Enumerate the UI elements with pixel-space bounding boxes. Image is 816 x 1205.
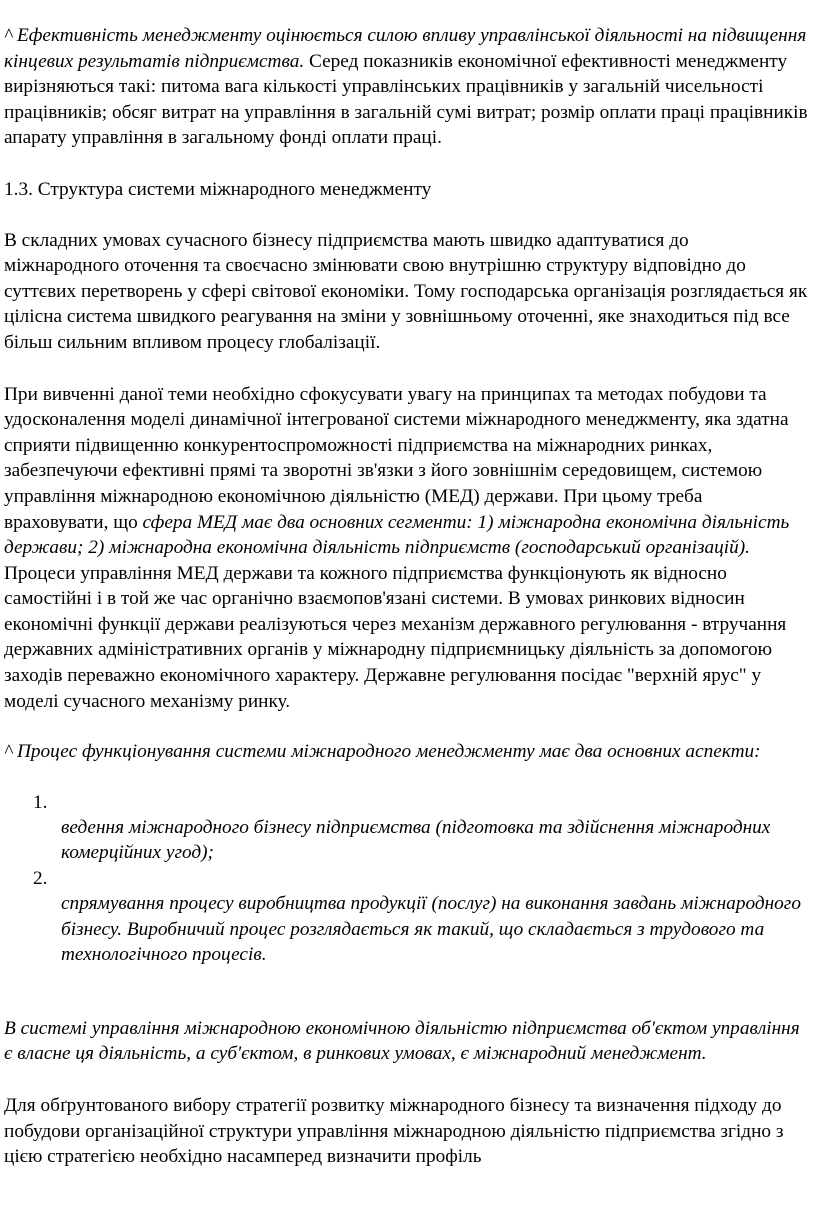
list-item-text: спрямування процесу виробництва продукції (послуг) на виконання завдань міжнародного бізнесу. Виробничий процес розглядається як такий, що складається з трудового та технологічного процесів. xyxy=(61,893,801,966)
paragraph-process-aspects xyxy=(4,739,808,765)
paragraph-4-italic: ^ Процес функціонування системи міжнародного менеджменту має два основних аспекти: xyxy=(4,741,761,763)
list-item xyxy=(4,790,808,866)
paragraph-3-text-start: При вивченні даної теми необхідно сфокусувати увагу на принципах та методах побудови та удосконалення моделі динамічної інтегрованої системи міжнародного менеджменту, яка здатна сприяти підвищенню конкурентоспроможності підприємства на міжнародних ринках, забезпечуючи ефективні прямі та зворотні зв'язки з його зовнішнім середовищем, системою управління міжнародною економічною діяльністю (МЕД) держави. При цьому треба враховувати, що xyxy=(4,383,789,533)
list-item xyxy=(4,866,808,968)
paragraph-3-italic: сфера МЕД має два основних сегменти: 1) міжнародна економічна діяльність держави; 2) міжнародна економічна діяльність підприємств (господарський організацій). xyxy=(4,511,790,559)
paragraph-study-focus xyxy=(4,382,808,715)
paragraph-management-object xyxy=(4,1016,808,1067)
paragraph-strategy-choice: Для обґрунтованого вибору стратегії розвитку міжнародного бізнесу та визначення підходу до побудови організаційної структури управління міжнародною діяльністю підприємства згідно з цією стратегією необхідно насамперед визначити профіль xyxy=(4,1095,784,1168)
paragraph-1-italic: ^ Ефективність менеджменту оцінюється силою впливу управлінської діяльності на підвищення кінцевих результатів підприємства. xyxy=(4,25,807,72)
list-item-number: 1. xyxy=(33,791,48,813)
paragraph-3-text-end: Процеси управління МЕД держави та кожного підприємства функціонують як відносно самостійні і в той же час органічно взаємопов'язані системи. В умовах ринкових відносин економічні функції держави реалізуються через механізм державного регулювання - втручання державних адміністративних органів у міжнародну підприємницьку діяльність за допомогою заходів переважно економічного характеру. Державне регулювання посідає "верхній ярус" у моделі сучасного механізму ринку. xyxy=(4,562,787,712)
paragraph-5-italic: В системі управління міжнародною економічною діяльністю підприємства об'єктом управління є власне ця діяльність, а суб'єктом, в ринкових умовах, є міжнародний менеджмент. xyxy=(4,1017,800,1065)
section-heading: 1.3. Структура системи міжнародного менеджменту xyxy=(4,178,432,200)
paragraph-1-text: Серед показників економічної ефективності менеджменту вирізняються такі: питома вага кількості управлінських працівників у загальній чисельності працівників; обсяг витрат на управління в загальній сумі витрат; розмір оплати праці працівників апарату управління в загальному фонді оплати праці. xyxy=(4,50,808,149)
paragraph-management-efficiency xyxy=(4,23,808,151)
aspects-list xyxy=(4,790,808,968)
paragraph-business-conditions: В складних умовах сучасного бізнесу підприємства мають швидко адаптуватися до міжнародного оточення та своєчасно змінювати свою внутрішню структуру відповідно до суттєвих перетворень у сфері світової економіки. Тому господарська організація розглядається як цілісна система швидкого реагування на зміни у зовнішньому оточенні, яке знаходиться під все більш сильним впливом процесу глобалізації. xyxy=(4,229,808,353)
document-page xyxy=(0,23,816,1170)
list-item-text: ведення міжнародного бізнесу підприємства (підготовка та здійснення міжнародних комерційних угод); xyxy=(61,816,771,864)
list-item-number: 2. xyxy=(33,868,48,890)
